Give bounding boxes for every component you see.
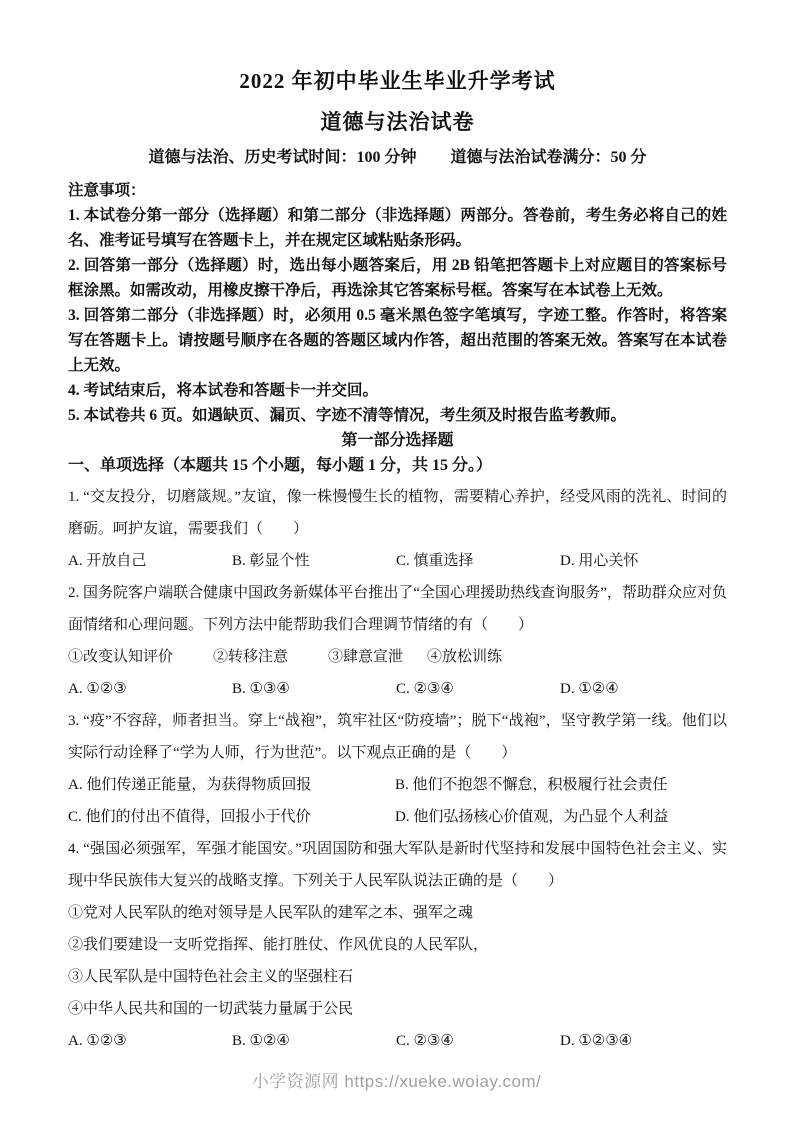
notice-section <box>68 178 727 428</box>
page-footer <box>0 1067 793 1092</box>
notice-item-3: 3. 回答第二部分（非选择题）时，必须用 0.5 毫米黑色签字笔填写，字迹工整。作答时，将答案写在答题卡上。请按题号顺序在各题的答题区域内作答，超出范围的答案无效。答案写在本试卷上无效。 <box>68 307 727 374</box>
question-1-options <box>68 545 727 577</box>
footer-site-link[interactable]: 小学资源网 https://xueke.woiay.com/ <box>251 1072 542 1091</box>
notice-item-2: 2. 回答第一部分（选择题）时，选出每小题答案后，用 2B 铅笔把答题卡上对应题目的答案标号框涂黑。如需改动，用橡皮擦干净后，再选涂其它答案标号框。答案写在本试卷上无效。 <box>68 257 727 299</box>
exam-time-text: 道德与法治、历史考试时间：100 分钟 <box>148 149 417 166</box>
subitem-3: ③肆意宣泄 <box>328 649 404 665</box>
option-d: D. 用心关怀 <box>560 553 639 569</box>
question-4 <box>68 833 727 1057</box>
statement-3: ③人民军队是中国特色社会主义的坚强柱石 <box>68 969 354 985</box>
option-c: C. ②③④ <box>396 1033 454 1049</box>
question-3-options <box>68 769 727 833</box>
statement-2: ②我们要建设一支听党指挥、能打胜仗、作风优良的人民军队， <box>68 937 489 953</box>
section-instruction: 一、单项选择（本题共 15 个小题，每小题 1 分，共 15 分。） <box>68 457 493 474</box>
notice-item-1: 1. 本试卷分第一部分（选择题）和第二部分（非选择题）两部分。答卷前，考生务必将自己的姓名、准考证号填写在答题卡上，并在规定区域粘贴条形码。 <box>68 207 727 249</box>
statement-4: ④中华人民共和国的一切武装力量属于公民 <box>68 1001 354 1017</box>
statement-1: ①党对人民军队的绝对领导是人民军队的建军之本、强军之魂 <box>68 905 474 921</box>
document-subtitle: 道德与法治试卷 <box>320 110 475 134</box>
option-b: B. 他们不抱怨不懈怠，积极履行社会责任 <box>395 777 668 793</box>
option-c: C. 慎重选择 <box>396 553 474 569</box>
option-a: A. 他们传递正能量，为获得物质回报 <box>68 777 312 793</box>
option-c: C. 他们的付出不值得，回报小于代价 <box>68 809 311 825</box>
option-a: A. ①②③ <box>68 1033 127 1049</box>
notice-heading: 注意事项： <box>68 182 146 199</box>
question-3 <box>68 705 727 833</box>
question-3-stem: 3. “疫”不容辞，师者担当。穿上“战袍”，筑牢社区“防疫墙”；脱下“战袍”，坚守教学第一线。他们以实际行动诠释了“学为人师，行为世范”。以下观点正确的是（ ） <box>68 713 727 761</box>
question-2 <box>68 577 727 705</box>
question-1-stem: 1. “交友投分，切磨箴规。”友谊，像一株慢慢生长的植物，需要精心养护，经受风雨的洗礼、时间的磨砺。呵护友谊，需要我们（ ） <box>68 489 727 537</box>
part-one-heading: 第一部分选择题 <box>341 432 454 449</box>
subitem-2: ②转移注意 <box>213 649 289 665</box>
question-4-options <box>68 1025 727 1057</box>
question-2-stem: 2. 国务院客户端联合健康中国政务新媒体平台推出了“全国心理援助热线查询服务”，帮助群众应对负面情绪和心理问题。下列方法中能帮助我们合理调节情绪的有（ ） <box>68 585 727 633</box>
option-d: D. 他们弘扬核心价值观，为凸显个人利益 <box>395 809 669 825</box>
question-2-subitems <box>68 641 727 673</box>
question-2-options <box>68 673 727 705</box>
document-title: 2022 年初中毕业生毕业升学考试 <box>239 69 556 93</box>
exam-header <box>68 68 727 169</box>
question-1 <box>68 481 727 577</box>
subitem-1: ①改变认知评价 <box>68 649 174 665</box>
notice-item-4: 4. 考试结束后，将本试卷和答题卡一并交回。 <box>68 382 379 399</box>
question-4-stem: 4. “强国必须强军，军强才能国安。”巩固国防和强大军队是新时代坚持和发展中国特色社会主义、实现中华民族伟大复兴的战略支撑。下列关于人民军队说法正确的是（ ） <box>68 841 727 889</box>
option-d: D. ①②④ <box>560 681 619 697</box>
option-b: B. ①②④ <box>232 1033 290 1049</box>
exam-score-text: 道德与法治试卷满分：50 分 <box>450 149 647 166</box>
option-b: B. ①③④ <box>232 681 290 697</box>
notice-item-5: 5. 本试卷共 6 页。如遇缺页、漏页、字迹不清等情况，考生须及时报告监考教师。 <box>68 407 627 424</box>
questions-section <box>68 481 727 1057</box>
option-b: B. 彰显个性 <box>232 553 310 569</box>
option-d: D. ①②③④ <box>560 1033 633 1049</box>
option-c: C. ②③④ <box>396 681 454 697</box>
option-a: A. ①②③ <box>68 681 127 697</box>
subitem-4: ④放松训练 <box>427 649 503 665</box>
exam-info-line <box>68 147 727 169</box>
option-a: A. 开放自己 <box>68 553 147 569</box>
